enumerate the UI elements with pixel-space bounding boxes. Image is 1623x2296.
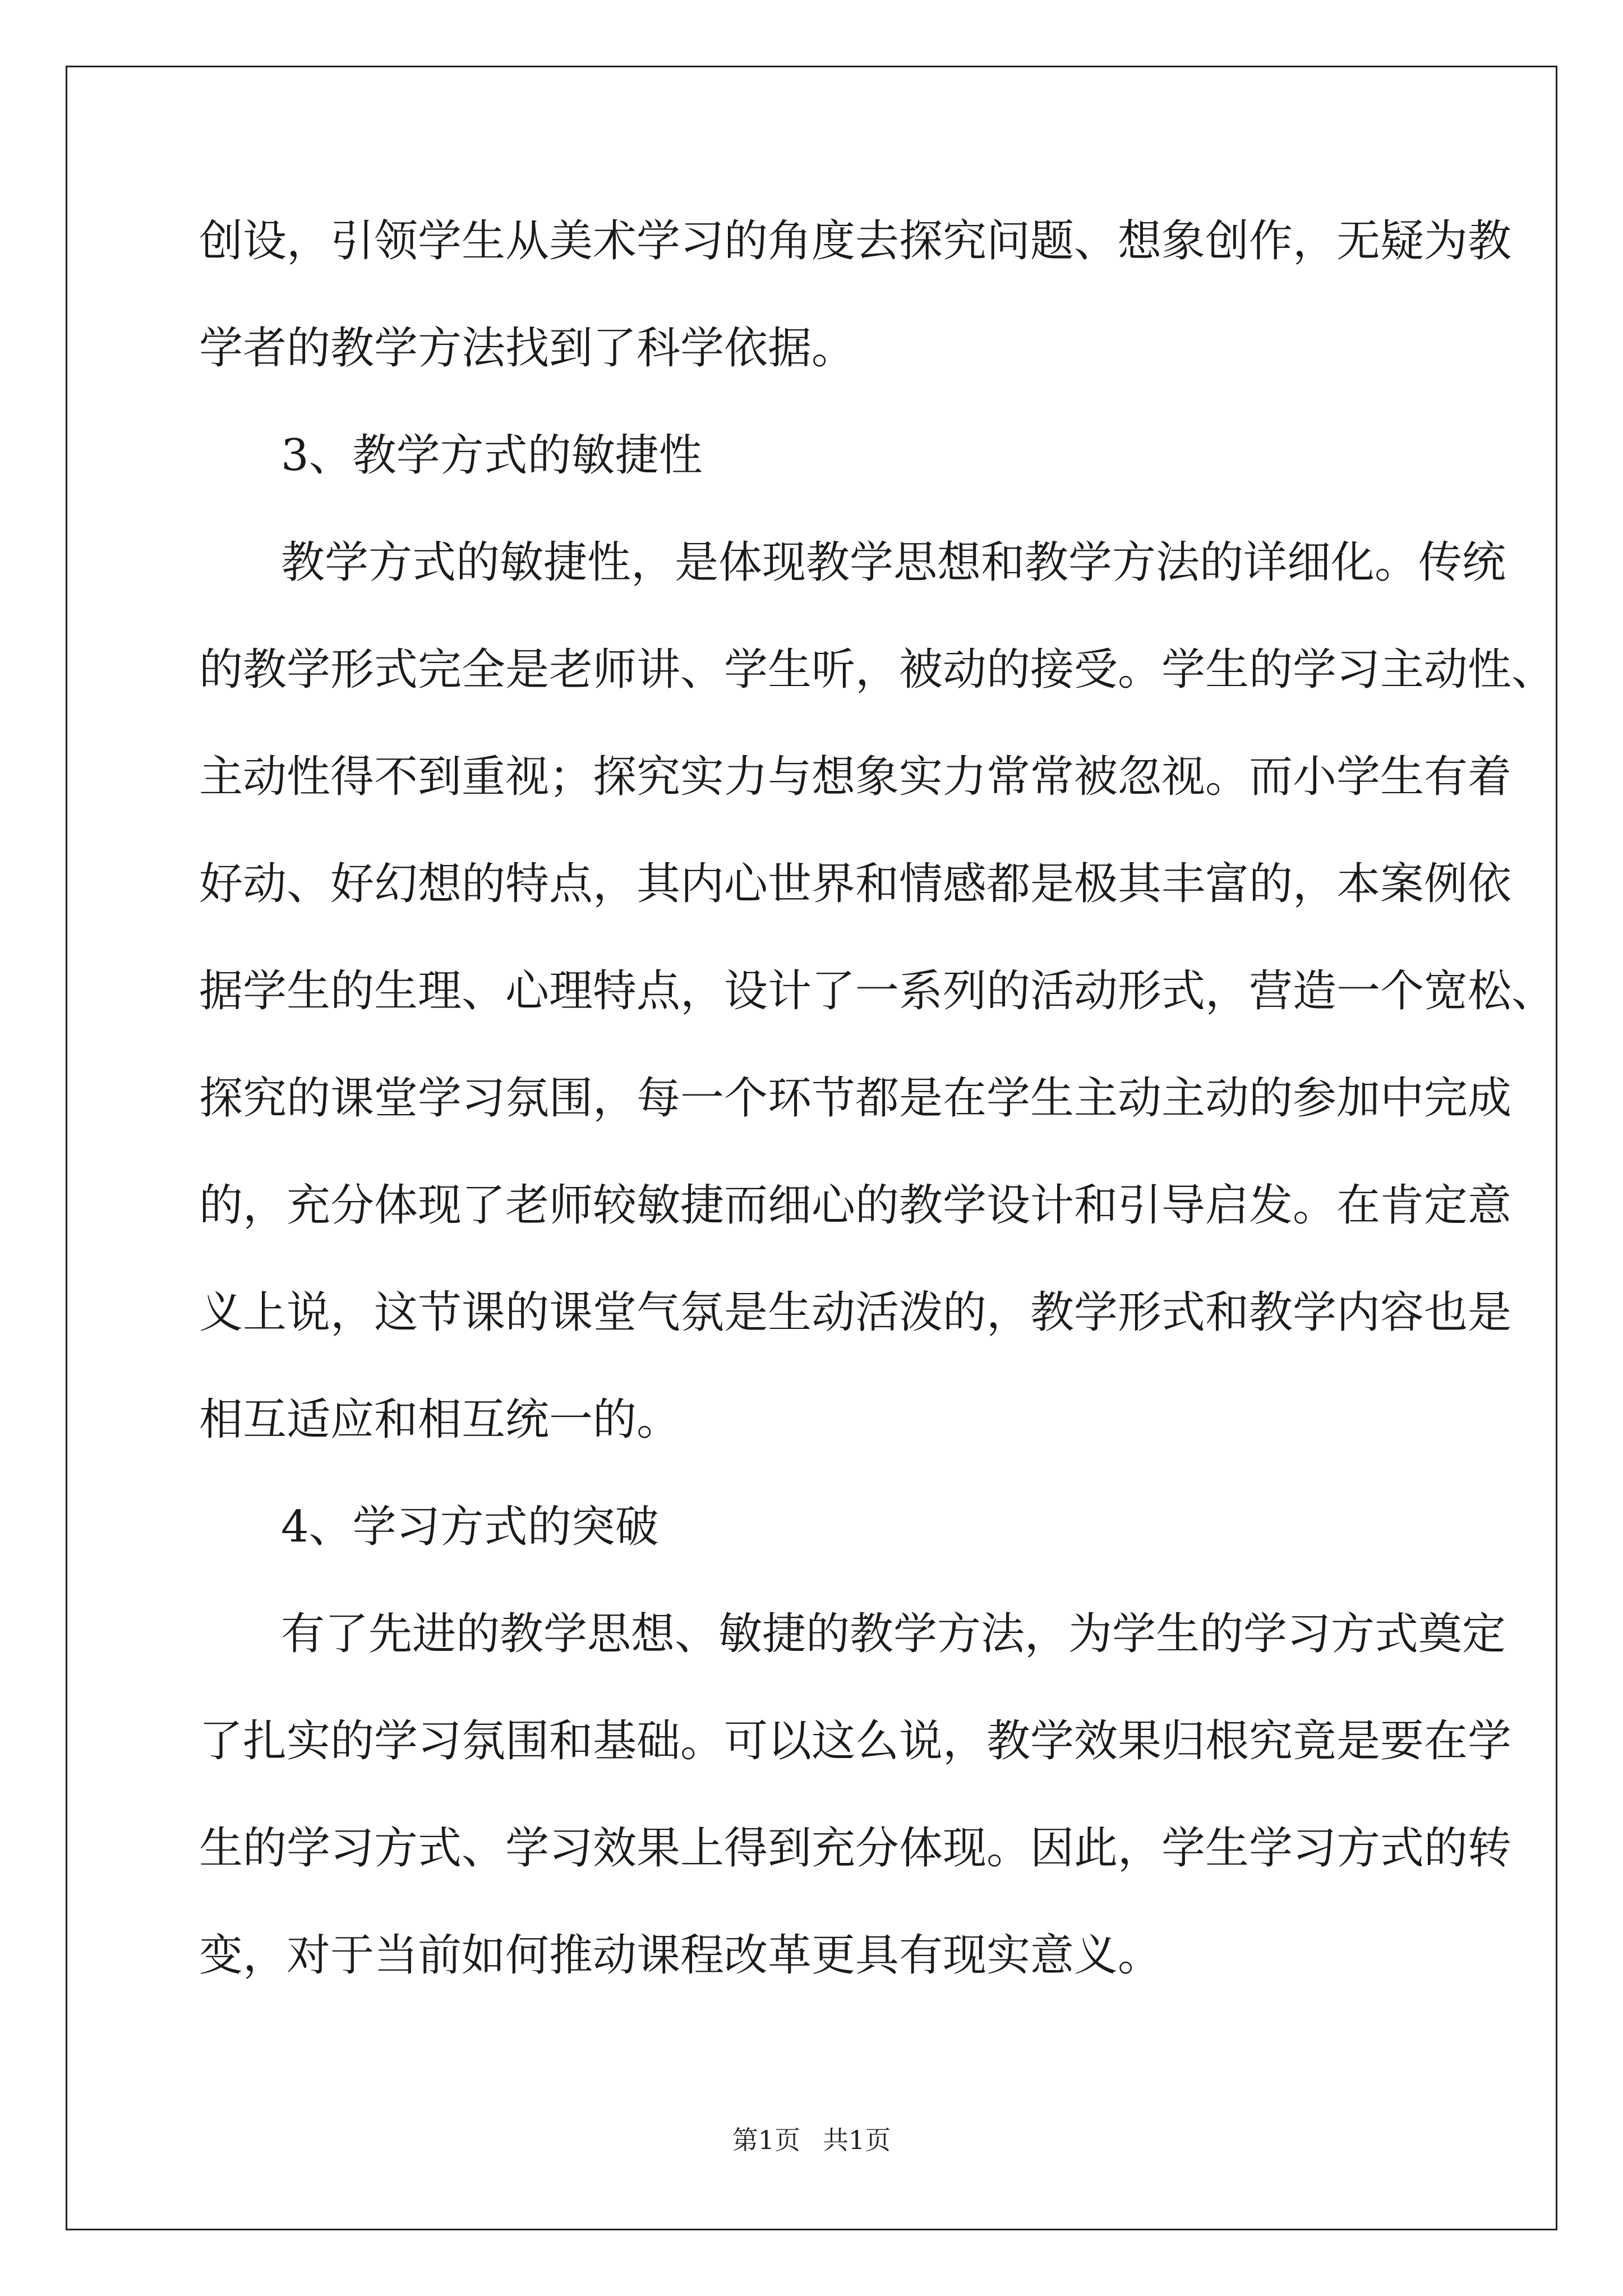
page-total: 共1页 xyxy=(823,2125,891,2155)
body-line-12: 相互适应和相互统一的。 xyxy=(199,1395,681,1445)
body-line-17: 变，对于当前如何推动课程改革更具有现实意义。 xyxy=(199,1930,1162,1981)
body-line-6: 主动性得不到重视；探究实力与想象实力常常被忽视。而小学生有着 xyxy=(199,752,1512,802)
section-heading-3: 3、教学方式的敏捷性 xyxy=(281,430,703,481)
body-line-14: 有了先进的教学思想、敏捷的教学方法，为学生的学习方式奠定 xyxy=(281,1609,1506,1659)
body-line-2: 学者的教学方法找到了科学依据。 xyxy=(199,323,856,374)
body-line-7: 好动、好幻想的特点，其内心世界和情感都是极其丰富的，本案例依 xyxy=(199,859,1512,909)
body-line-11: 义上说，这节课的课堂气氛是生动活泼的，教学形式和教学内容也是 xyxy=(199,1287,1512,1338)
section-heading-4: 4、学习方式的突破 xyxy=(281,1502,659,1552)
body-line-8: 据学生的生理、心理特点，设计了一系列的活动形式，营造一个宽松、 xyxy=(199,966,1556,1016)
page-footer xyxy=(0,2123,1623,2157)
body-line-5: 的教学形式完全是老师讲、学生听，被动的接受。学生的学习主动性、 xyxy=(199,645,1556,695)
body-line-4: 教学方式的敏捷性，是体现教学思想和教学方法的详细化。传统 xyxy=(281,537,1506,588)
body-line-1: 创设，引领学生从美术学习的角度去探究问题、想象创作，无疑为教 xyxy=(199,216,1512,266)
body-line-10: 的，充分体现了老师较敏捷而细心的教学设计和引导启发。在肯定意 xyxy=(199,1180,1512,1231)
body-line-15: 了扎实的学习氛围和基础。可以这么说，教学效果归根究竟是要在学 xyxy=(199,1716,1512,1766)
page-number: 第1页 xyxy=(732,2125,800,2155)
body-line-9: 探究的课堂学习氛围，每一个环节都是在学生主动主动的参加中完成 xyxy=(199,1073,1512,1124)
body-line-16: 生的学习方式、学习效果上得到充分体现。因此，学生学习方式的转 xyxy=(199,1823,1512,1874)
page-border xyxy=(66,66,1557,2230)
